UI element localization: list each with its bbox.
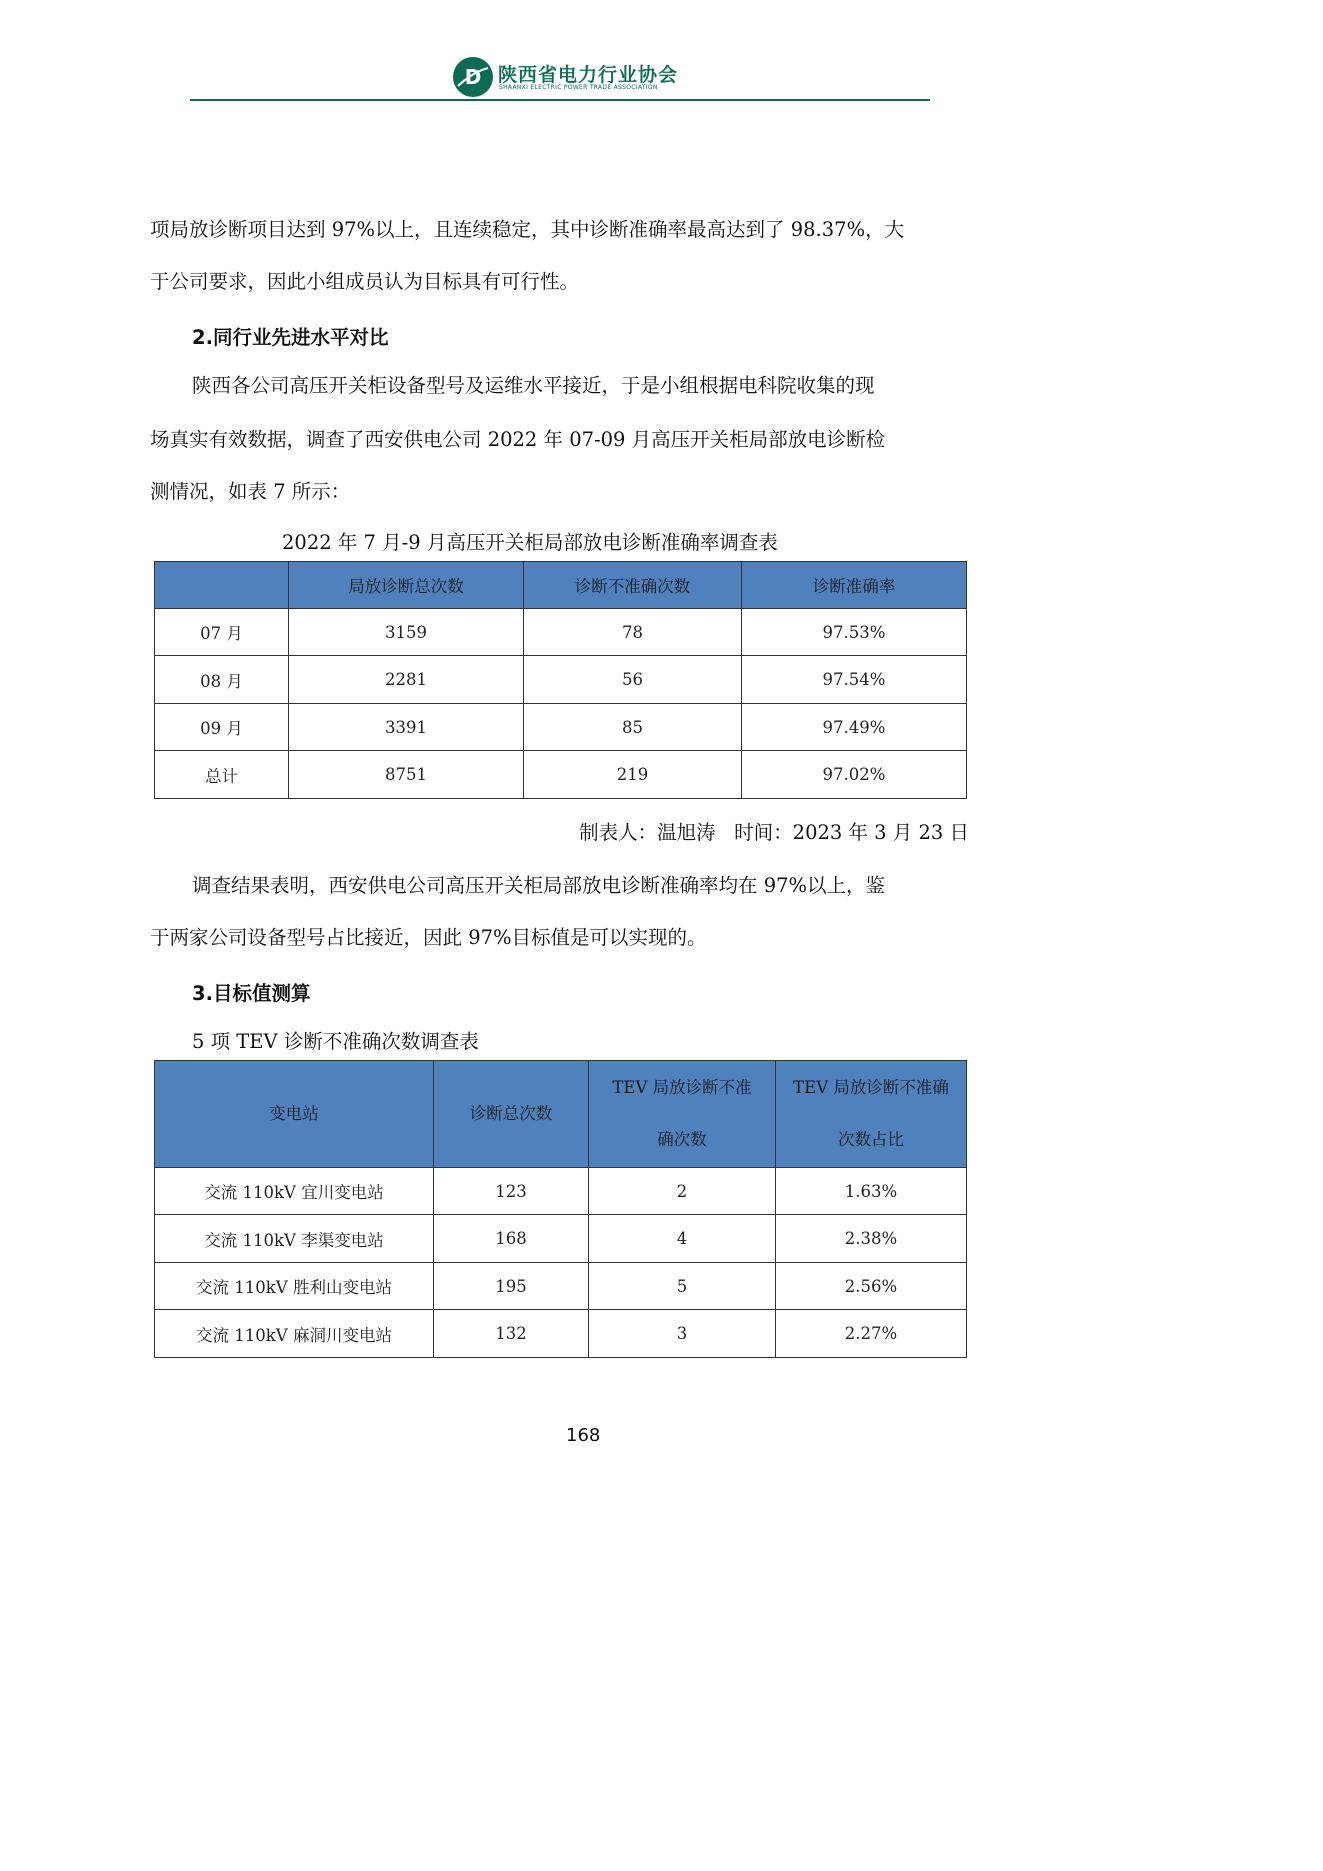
table-cell: 2.56%: [776, 1263, 967, 1310]
page-number: 168: [566, 1425, 601, 1446]
table-row: [155, 1310, 967, 1358]
table-cell: 132: [434, 1310, 589, 1358]
table-cell: 08 月: [155, 656, 289, 704]
table-cell: 总计: [155, 751, 289, 799]
header-logo: [452, 56, 692, 100]
paragraph-line: 于两家公司设备型号占比接近，因此 97%目标值是可以实现的。: [150, 926, 707, 949]
table-caption: 2022 年 7 月-9 月高压开关柜局部放电诊断准确率调查表: [282, 531, 778, 554]
table-cell: 09 月: [155, 704, 289, 751]
table-note: 制表人：温旭涛 时间：2023 年 3 月 23 日: [579, 821, 969, 844]
table-cell: 2281: [289, 656, 524, 704]
table-header-cell: 诊断准确率: [742, 562, 967, 609]
table-cell: 交流 110kV 李渠变电站: [155, 1215, 434, 1263]
section-heading: 2.同行业先进水平对比: [192, 326, 389, 349]
paragraph-line: 调查结果表明，西安供电公司高压开关柜局部放电诊断准确率均在 97%以上，鉴: [192, 874, 886, 897]
paragraph-line: 测情况，如表 7 所示：: [150, 480, 351, 503]
header-divider: [190, 99, 930, 101]
paragraph-line: 项局放诊断项目达到 97%以上，且连续稳定，其中诊断准确率最高达到了 98.37%，大: [150, 218, 905, 241]
svg-text:D: D: [464, 65, 482, 89]
table-cell: 123: [434, 1168, 589, 1215]
section-heading: 3.目标值测算: [192, 982, 311, 1005]
table-header-cell: 变电站: [155, 1061, 434, 1168]
table-header-cell: [155, 562, 289, 609]
header-line: 确次数: [657, 1130, 707, 1149]
table-header-cell: 诊断总次数: [434, 1061, 589, 1168]
table-cell: 195: [434, 1263, 589, 1310]
table-cell: 07 月: [155, 609, 289, 656]
table-cell: 78: [524, 609, 742, 656]
table-row: [155, 609, 967, 656]
table-cell: 交流 110kV 胜利山变电站: [155, 1263, 434, 1310]
table-header-cell: 局放诊断总次数: [289, 562, 524, 609]
association-logo-icon: [452, 56, 494, 98]
tev-table: [154, 1060, 967, 1358]
header-line: TEV 局放诊断不准确: [793, 1078, 949, 1097]
table-header-cell: 诊断不准确次数: [524, 562, 742, 609]
table-row: [155, 704, 967, 751]
paragraph-line: 于公司要求，因此小组成员认为目标具有可行性。: [150, 270, 580, 293]
org-name-cn: 陕西省电力行业协会: [498, 64, 679, 86]
table-row: [155, 751, 967, 799]
table-cell: 4: [589, 1215, 776, 1263]
table-cell: 168: [434, 1215, 589, 1263]
table-cell: 85: [524, 704, 742, 751]
table-cell: 5: [589, 1263, 776, 1310]
table-cell: 97.49%: [742, 704, 967, 751]
header-line: 次数占比: [838, 1130, 904, 1149]
table-cell: 219: [524, 751, 742, 799]
header-line: TEV 局放诊断不准: [612, 1078, 752, 1097]
table-header-cell: [589, 1061, 776, 1168]
table-cell: 2.27%: [776, 1310, 967, 1358]
table-caption: 5 项 TEV 诊断不准确次数调查表: [192, 1030, 479, 1053]
accuracy-table: [154, 561, 967, 799]
paragraph-line: 场真实有效数据，调查了西安供电公司 2022 年 07-09 月高压开关柜局部放电诊断检: [150, 428, 886, 451]
table-cell: 97.54%: [742, 656, 967, 704]
table-row: [155, 1168, 967, 1215]
table-cell: 56: [524, 656, 742, 704]
table-cell: 97.53%: [742, 609, 967, 656]
table-cell: 3391: [289, 704, 524, 751]
table-header-row: [155, 562, 967, 609]
table-cell: 2.38%: [776, 1215, 967, 1263]
paragraph-line: 陕西各公司高压开关柜设备型号及运维水平接近，于是小组根据电科院收集的现: [192, 374, 875, 397]
table-cell: 1.63%: [776, 1168, 967, 1215]
table-cell: 8751: [289, 751, 524, 799]
table-cell: 97.02%: [742, 751, 967, 799]
table-cell: 3159: [289, 609, 524, 656]
table-row: [155, 1215, 967, 1263]
table-row: [155, 656, 967, 704]
table-cell: 2: [589, 1168, 776, 1215]
table-header-row: [155, 1061, 967, 1168]
table-cell: 交流 110kV 宜川变电站: [155, 1168, 434, 1215]
table-header-cell: [776, 1061, 967, 1168]
table-cell: 交流 110kV 麻洞川变电站: [155, 1310, 434, 1358]
table-row: [155, 1263, 967, 1310]
table-cell: 3: [589, 1310, 776, 1358]
org-name-en: SHAANXI ELECTRIC POWER TRADE ASSOCIATION: [499, 84, 658, 91]
